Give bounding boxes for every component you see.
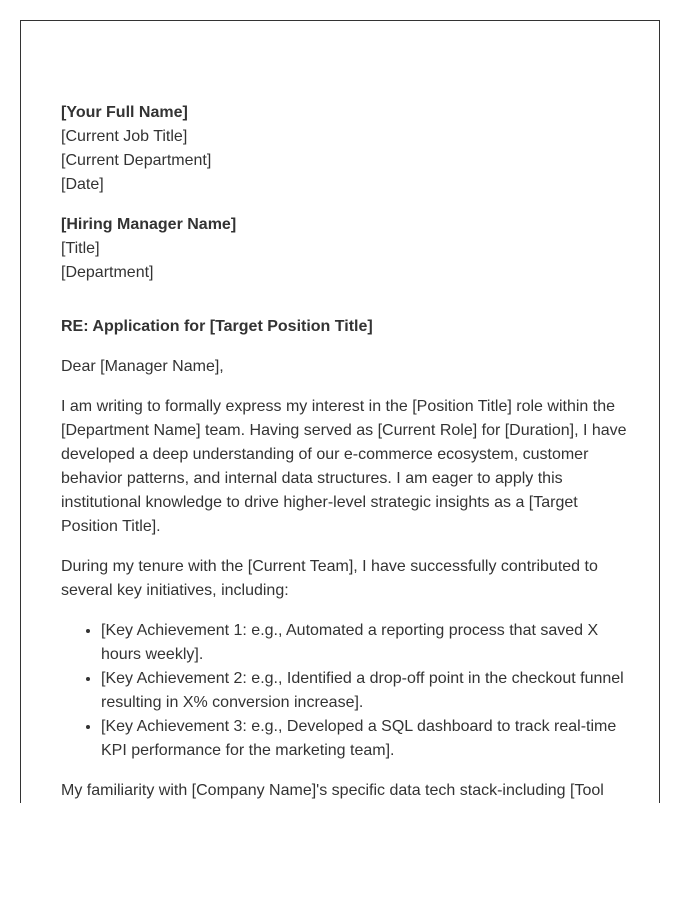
achievement-item: • [Key Achievement 1: e.g., Automated a reporting process that saved X hours weekly]. [101, 619, 631, 667]
salutation: Dear [Manager Name], [61, 358, 224, 375]
subject-line: RE: Application for [Target Position Title] [61, 318, 373, 335]
recipient-block [61, 213, 631, 285]
letter-page [20, 20, 660, 803]
letter-content [61, 101, 631, 803]
achievement-item: • [Key Achievement 3: e.g., Developed a SQL dashboard to track real-time KPI performance for the marketing team]. [101, 715, 631, 763]
achievements-list [61, 619, 631, 763]
sender-department: [Current Department] [61, 152, 212, 169]
recipient-title: [Title] [61, 240, 100, 257]
body-paragraph-closing: My familiarity with [Company Name]'s specific data tech stack-including [Tool [61, 782, 604, 799]
body-paragraph-intro: I am writing to formally express my interest in the [Position Title] role within the [Department Name] team. Having served as [Current Role] for [Duration], I have developed a deep understanding of our e-commerce ecosystem, customer behavior patterns, and internal data structures. I am eager to apply this institutional knowledge to drive higher-level strategic insights as a [Target Position Title]. [61, 398, 627, 535]
sender-job-title: [Current Job Title] [61, 128, 188, 145]
sender-block [61, 101, 631, 197]
recipient-name: [Hiring Manager Name] [61, 216, 237, 233]
body-paragraph-tenure: During my tenure with the [Current Team], I have successfully contributed to several key initiatives, including: [61, 558, 598, 599]
letter-date: [Date] [61, 176, 104, 193]
recipient-department: [Department] [61, 264, 154, 281]
achievement-item: • [Key Achievement 2: e.g., Identified a drop-off point in the checkout funnel resulting in X% conversion increase]. [101, 667, 631, 715]
sender-name: [Your Full Name] [61, 104, 188, 121]
